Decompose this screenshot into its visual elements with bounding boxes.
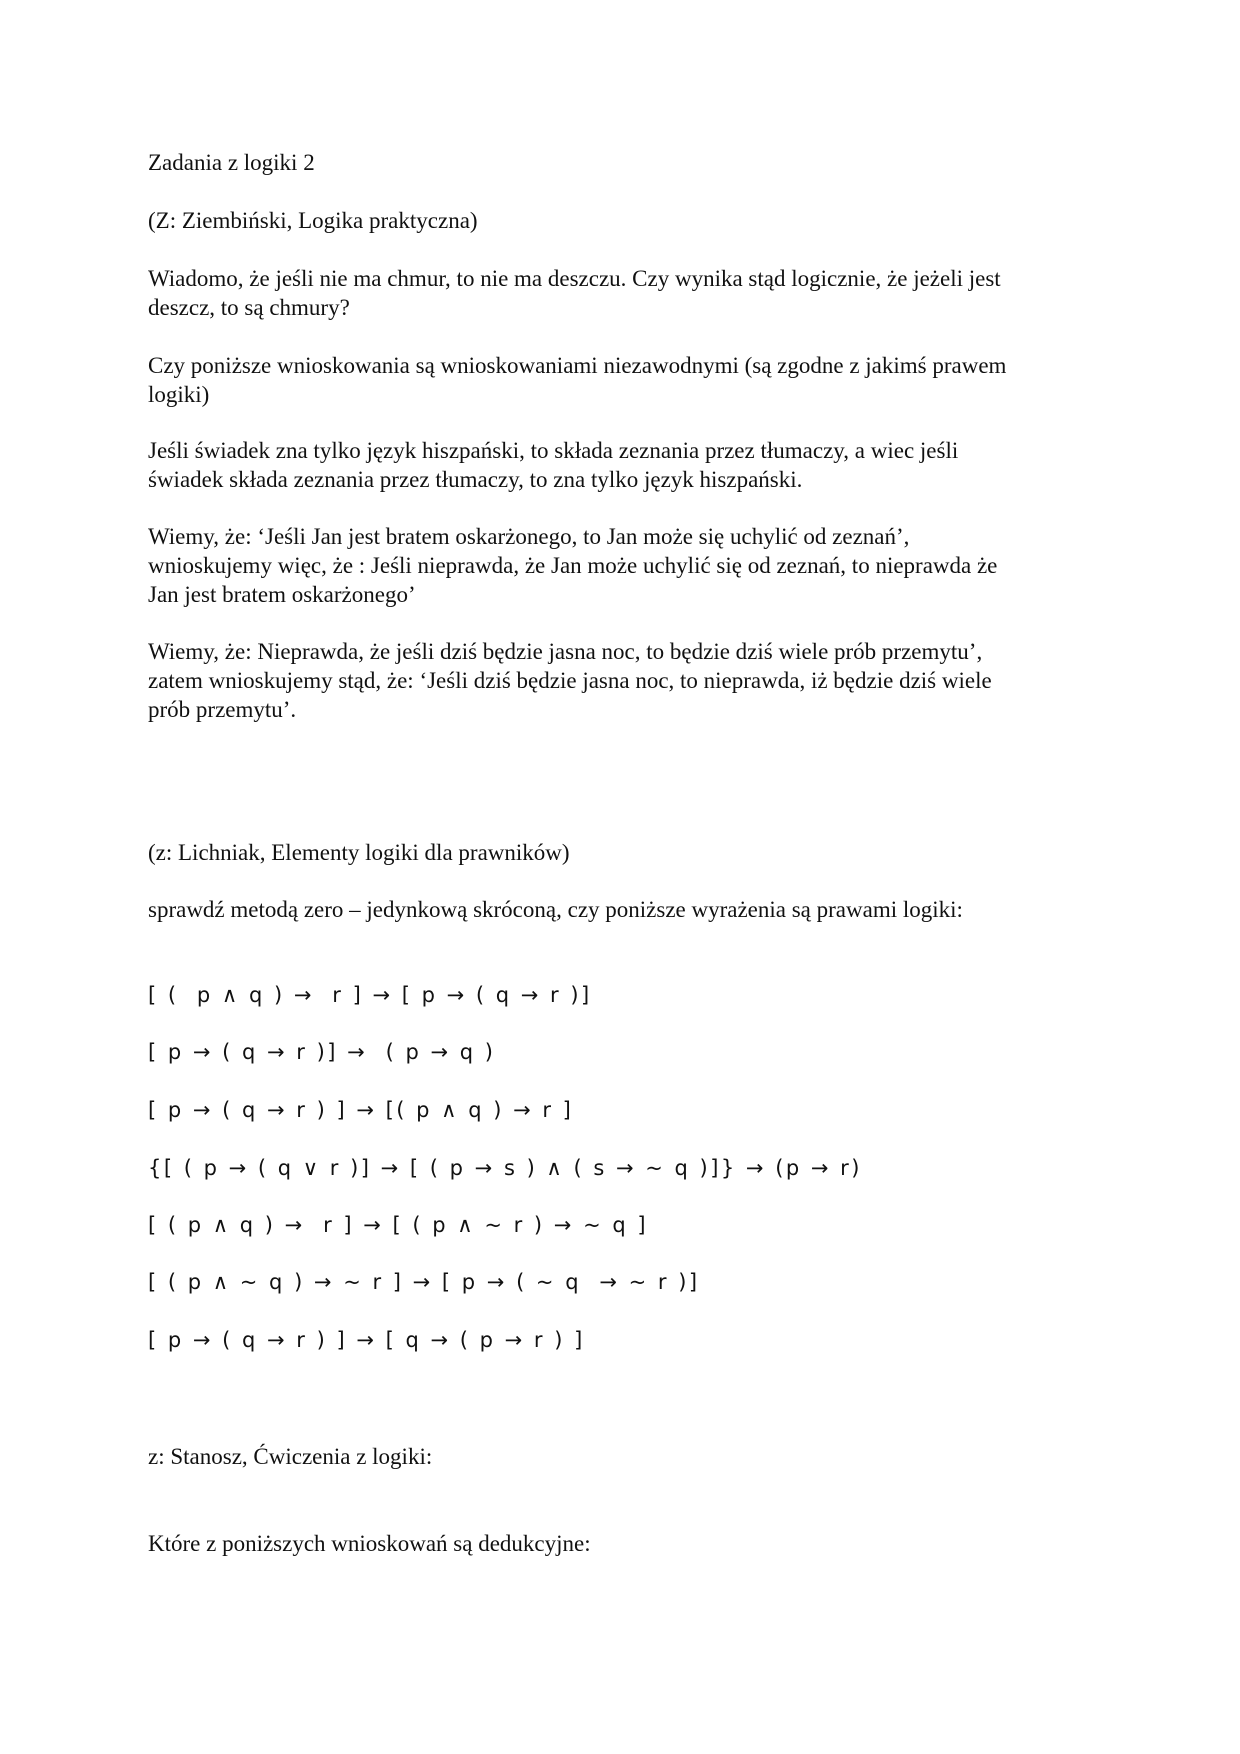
example-witness <box>148 436 1098 494</box>
source-lichniak: (z: Lichniak, Elementy logiki dla prawników) <box>148 840 570 865</box>
formula-1: [ ( p ∧ q ) → r ] → [ p → ( q → r )] <box>148 983 592 1007</box>
formula-3: [ p → ( q → r ) ] → [( p ∧ q ) → r ] <box>148 1098 574 1122</box>
example-line: wnioskujemy więc, że : Jeśli nieprawda, że Jan może uchylić się od zeznań, to nieprawda że <box>148 553 998 578</box>
example-smuggling <box>148 637 1098 724</box>
formula-5: [ ( p ∧ q ) → r ] → [ ( p ∧ ~ r ) → ~ q ] <box>148 1213 649 1237</box>
formula-2: [ p → ( q → r )] → ( p → q ) <box>148 1040 496 1064</box>
question-line: Wiadomo, że jeśli nie ma chmur, to nie ma deszczu. Czy wynika stąd logicznie, że jeżeli jest <box>148 266 1001 291</box>
example-line: zatem wnioskujemy stąd, że: ‘Jeśli dziś będzie jasna noc, to nieprawda, iż będzie dziś wiele <box>148 668 992 693</box>
question-deductive-inferences: Które z poniższych wnioskowań są dedukcyjne: <box>148 1531 591 1556</box>
example-line: Wiemy, że: ‘Jeśli Jan jest bratem oskarżonego, to Jan może się uchylić od zeznań’, <box>148 524 910 549</box>
example-line: Wiemy, że: Nieprawda, że jeśli dziś będzie jasna noc, to będzie dziś wiele prób przemytu’, <box>148 639 983 664</box>
question-line: Czy poniższe wnioskowania są wnioskowaniami niezawodnymi (są zgodne z jakimś prawem <box>148 353 1007 378</box>
question-line: deszcz, to są chmury? <box>148 295 350 320</box>
instruction-zero-one-method: sprawdź metodą zero – jedynkową skróconą, czy poniższe wyrażenia są prawami logiki: <box>148 897 963 922</box>
example-brother <box>148 522 1098 609</box>
question-line: logiki) <box>148 382 210 407</box>
source-stanosz: z: Stanosz, Ćwiczenia z logiki: <box>148 1444 433 1469</box>
example-line: Jeśli świadek zna tylko język hiszpański, to składa zeznania przez tłumaczy, a wiec jeśli <box>148 438 959 463</box>
formula-7: [ p → ( q → r ) ] → [ q → ( p → r ) ] <box>148 1328 585 1352</box>
question-clouds-rain <box>148 264 1098 322</box>
formula-4: {[ ( p → ( q ∨ r )] → [ ( p → s ) ∧ ( s → ~ q )]} → (p → r) <box>148 1156 862 1180</box>
example-line: prób przemytu’. <box>148 697 297 722</box>
formula-6: [ ( p ∧ ~ q ) → ~ r ] → [ p → ( ~ q → ~ r )] <box>148 1270 700 1294</box>
question-reliable-inferences <box>148 351 1098 409</box>
source-ziembinski: (Z: Ziembiński, Logika praktyczna) <box>148 208 478 233</box>
example-line: Jan jest bratem oskarżonego’ <box>148 582 416 607</box>
document-title: Zadania z logiki 2 <box>148 150 315 175</box>
example-line: świadek składa zeznania przez tłumaczy, to zna tylko język hiszpański. <box>148 467 803 492</box>
